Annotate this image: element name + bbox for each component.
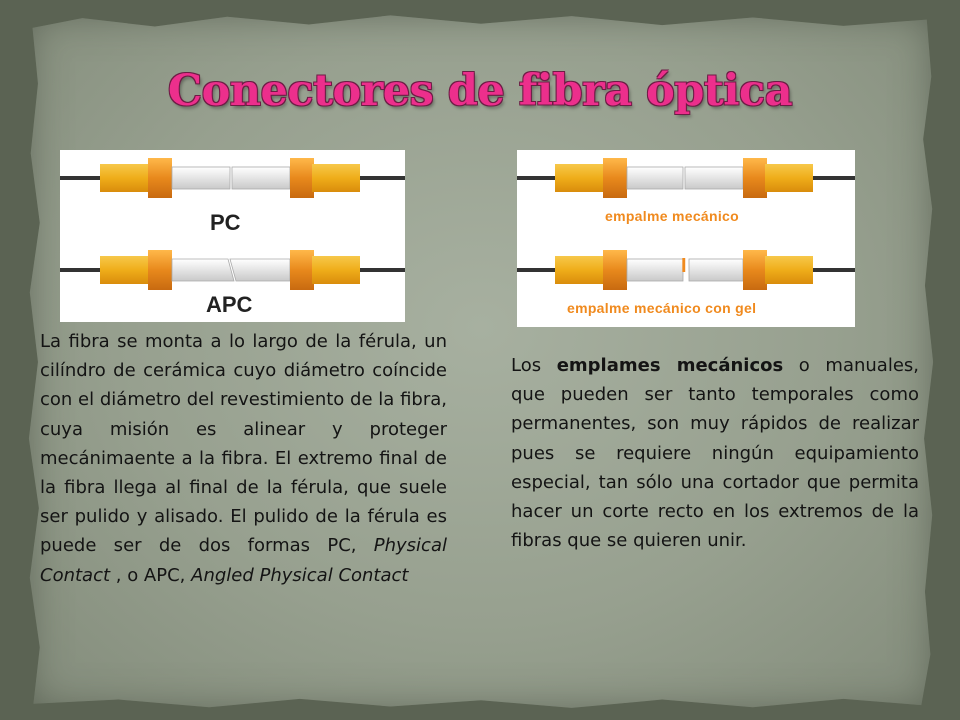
splice-text-1: Los bbox=[511, 355, 557, 376]
mechanical-splice-term: emplames mecánicos bbox=[556, 355, 784, 376]
ferrule-description bbox=[40, 327, 447, 590]
pc-label: PC bbox=[210, 210, 241, 235]
pc-apc-connector-image bbox=[60, 150, 405, 322]
physical-contact-term: Physical Contact bbox=[40, 535, 447, 586]
gel-splice-label: empalme mecánico con gel bbox=[567, 300, 757, 316]
mechanical-splice-label: empalme mecánico bbox=[605, 208, 739, 224]
mechanical-splice-image bbox=[517, 150, 855, 327]
slide-title: Conectores de fibra óptica bbox=[167, 66, 793, 116]
mechanical-splice-description bbox=[511, 351, 919, 555]
ferrule-text-2: , o APC, bbox=[110, 564, 192, 586]
apc-label: APC bbox=[206, 292, 253, 317]
gel-mark: I bbox=[681, 255, 687, 277]
angled-physical-contact-term: Angled Physical Contact bbox=[191, 564, 409, 586]
ferrule-text-1: La fibra se monta a lo largo de la férula, un cilíndro de cerámica cuyo diámetro coíncide con el diámetro del revestimiento de la fibra, cuya misión es alinear y proteger mecánimaente a la fibra. El extremo final de la fibra llega al final de la férula, que suele ser pulido y alisado. El pulido de la férula es puede ser de dos formas PC, bbox=[40, 331, 447, 557]
splice-text-2: o manuales, que pueden ser tanto temporales como permanentes, son muy rápidos de realizar pues se requiere ningún equipamiento especial, tan sólo una cortador que permita hacer un corte recto en los extremos de la fibras que se quieren unir. bbox=[511, 355, 919, 552]
